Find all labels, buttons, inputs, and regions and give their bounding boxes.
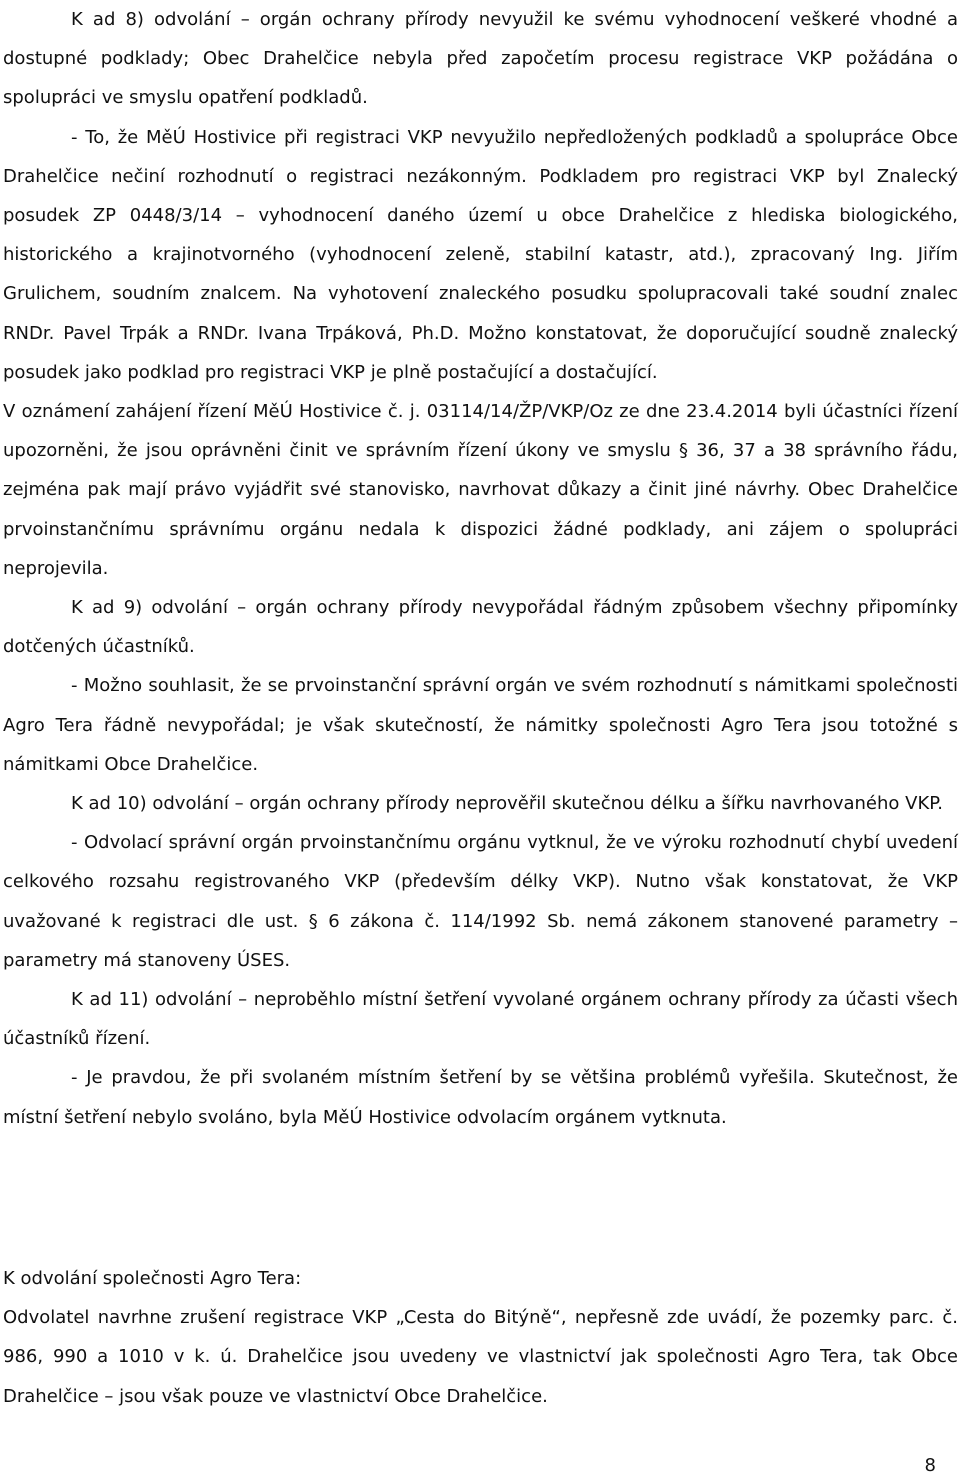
- paragraph-ad8-response: - To, že MěÚ Hostivice při registraci VKP nevyužilo nepředložených podkladů a spolupráce Obce Drahelčice nečiní rozhodnutí o registraci nezákonným. Podkladem pro registraci VKP byl Znalecký posudek ZP 0448/3/14 – vyhodnocení daného území u obce Drahelčice z hlediska biologického, historického a krajinotvorného (vyhodnocení zeleně, stabilní katastr, atd.), zpracovaný Ing. Jiřím Grulichem, soudním znalcem. Na vyhotovení znaleckého posudku spolupracovali také soudní znalec RNDr. Pavel Trpák a RNDr. Ivana Trpáková, Ph.D. Možno konstatovat, že doporučující soudně znalecký posudek jako podklad pro registraci VKP je plně postačující a dostačující.: [3, 126, 958, 383]
- paragraph-ad10-heading: K ad 10) odvolání – orgán ochrany přírody neprověřil skutečnou délku a šířku navrhovaného VKP.: [71, 793, 944, 815]
- paragraph-ad8-heading: K ad 8) odvolání – orgán ochrany přírody nevyužil ke svému vyhodnocení veškeré vhodné a dostupné podklady; Obec Drahelčice nebyla před započetím procesu registrace VKP požádána o spolupráci ve smyslu opatření podkladů.: [3, 9, 958, 109]
- section-heading-agro-tera: K odvolání společnosti Agro Tera:: [3, 1268, 302, 1289]
- paragraph-ad10-response: - Odvolací správní orgán prvoinstančnímu orgánu vytknul, že ve výroku rozhodnutí chybí uvedení celkového rozsahu registrovaného VKP (především délky VKP). Nutno však konstatovat, že VKP uvažované k registraci dle ust. § 6 zákona č. 114/1992 Sb. nemá zákonem stanovené parametry – parametry má stanoveny ÚSES.: [3, 832, 958, 971]
- body-text-upper: [3, 0, 958, 1137]
- paragraph-ad9-heading: K ad 9) odvolání – orgán ochrany přírody nevypořádal řádným způsobem všechny připomínky dotčených účastníků.: [3, 597, 958, 658]
- paragraph-ad11-heading: K ad 11) odvolání – neproběhlo místní šetření vyvolané orgánem ochrany přírody za účasti všech účastníků řízení.: [3, 989, 958, 1050]
- body-text-lower: [3, 1259, 958, 1416]
- paragraph-ad9-response: - Možno souhlasit, že se prvoinstanční správní orgán ve svém rozhodnutí s námitkami společnosti Agro Tera řádně nevypořádal; je však skutečností, že námitky společnosti Agro Tera jsou totožné s námitkami Obce Drahelčice.: [3, 675, 958, 775]
- paragraph-ad11-response: - Je pravdou, že při svolaném místním šetření by se většina problémů vyřešila. Skutečnost, že místní šetření nebylo svoláno, byla MěÚ Hostivice odvolacím orgánem vytknuta.: [3, 1067, 958, 1128]
- paragraph-ad8-notice: V oznámení zahájení řízení MěÚ Hostivice č. j. 03114/14/ŽP/VKP/Oz ze dne 23.4.2014 byli účastníci řízení upozorněni, že jsou oprávněni činit ve správním řízení úkony ve smyslu § 36, 37 a 38 správního řádu, zejména pak mají právo vyjádřit své stanovisko, navrhovat důkazy a činit jiné návrhy. Obec Drahelčice prvoinstančnímu správnímu orgánu nedala k dispozici žádné podklady, ani zájem o spolupráci neprojevila.: [3, 401, 958, 579]
- page-number: 8: [924, 1455, 936, 1476]
- paragraph-agro-tera: Odvolatel navrhne zrušení registrace VKP „Cesta do Bitýně“, nepřesně zde uvádí, že pozemky parc. č. 986, 990 a 1010 v k. ú. Drahelčice jsou uvedeny ve vlastnictví jak společnosti Agro Tera, tak Obce Drahelčice – jsou však pouze ve vlastnictví Obce Drahelčice.: [3, 1307, 958, 1407]
